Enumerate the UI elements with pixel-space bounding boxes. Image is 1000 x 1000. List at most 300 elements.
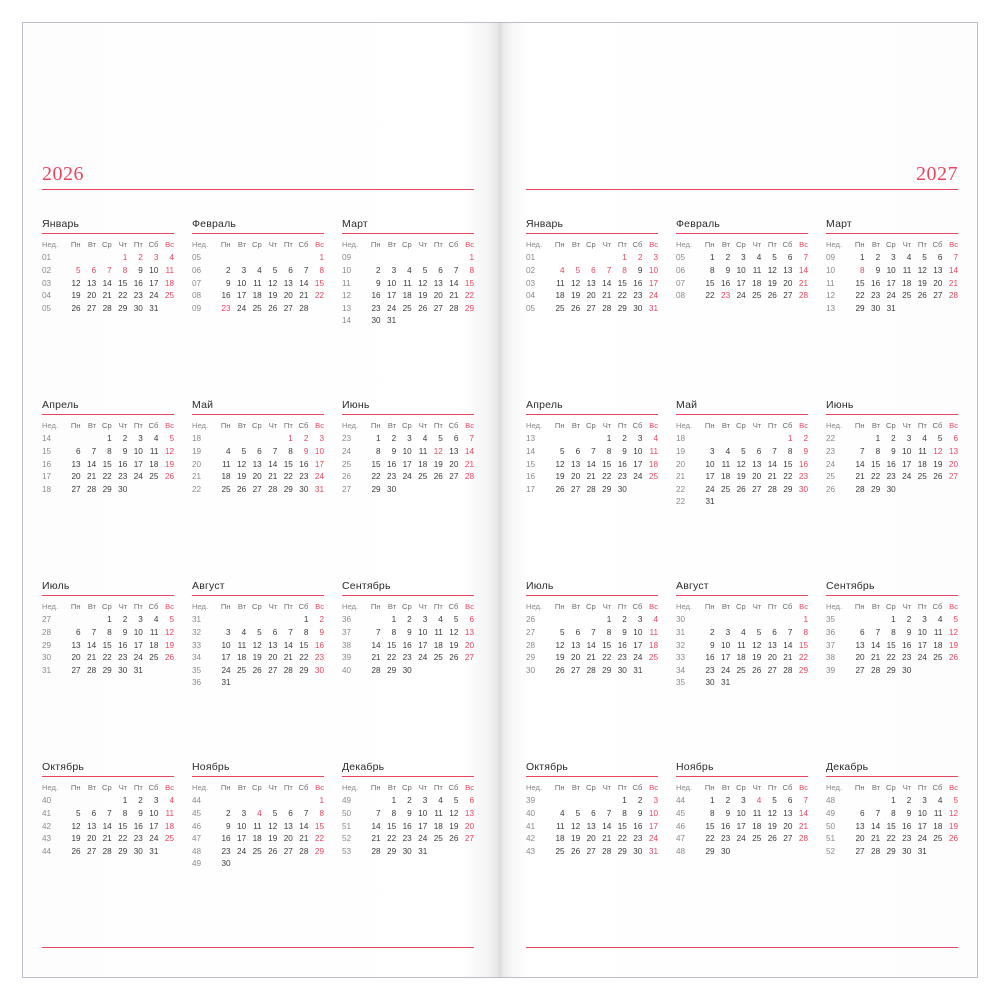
day-cell[interactable]: 19 <box>268 291 278 301</box>
day-cell[interactable]: 23 <box>902 834 912 844</box>
day-cell[interactable]: 19 <box>555 653 565 663</box>
day-cell[interactable]: 11 <box>253 278 262 288</box>
day-cell[interactable]: 12 <box>555 459 565 469</box>
day-cell[interactable]: 11 <box>556 821 565 831</box>
day-cell[interactable]: 16 <box>118 640 128 650</box>
day-cell[interactable]: 4 <box>937 615 943 625</box>
day-cell[interactable]: 6 <box>272 627 278 637</box>
day-cell[interactable]: 30 <box>133 303 143 313</box>
day-cell[interactable]: 8 <box>891 808 896 818</box>
day-cell[interactable]: 22 <box>118 834 128 844</box>
day-cell[interactable]: 27 <box>571 484 581 494</box>
day-cell[interactable]: 19 <box>164 640 174 650</box>
day-cell[interactable]: 9 <box>122 627 128 637</box>
day-cell[interactable]: 4 <box>241 627 247 637</box>
day-cell[interactable]: 8 <box>107 627 112 637</box>
day-cell[interactable]: 29 <box>886 665 896 675</box>
day-cell[interactable]: 21 <box>102 291 112 301</box>
day-cell[interactable]: 8 <box>622 808 627 818</box>
day-cell[interactable]: 31 <box>221 678 231 688</box>
day-cell[interactable]: 7 <box>606 808 612 818</box>
day-cell[interactable]: 26 <box>71 846 81 856</box>
day-cell[interactable]: 12 <box>449 627 459 637</box>
day-cell[interactable]: 10 <box>133 446 143 456</box>
day-cell[interactable]: 15 <box>371 459 381 469</box>
day-cell[interactable]: 30 <box>633 846 643 856</box>
day-cell[interactable]: 12 <box>71 821 81 831</box>
day-cell[interactable]: 21 <box>948 278 958 288</box>
day-cell[interactable]: 24 <box>721 665 731 675</box>
day-cell[interactable]: 3 <box>138 615 143 625</box>
day-cell[interactable]: 9 <box>906 627 912 637</box>
day-cell[interactable]: 28 <box>283 665 293 675</box>
day-cell[interactable]: 8 <box>319 265 324 275</box>
day-cell[interactable]: 10 <box>648 265 658 275</box>
day-cell[interactable]: 14 <box>855 459 865 469</box>
day-cell[interactable]: 31 <box>133 665 143 675</box>
day-cell[interactable]: 13 <box>855 640 865 650</box>
day-cell[interactable]: 25 <box>933 834 943 844</box>
day-cell[interactable]: 13 <box>948 446 958 456</box>
day-cell[interactable]: 1 <box>122 796 128 806</box>
day-cell[interactable]: 17 <box>314 459 324 469</box>
day-cell[interactable]: 25 <box>736 665 746 675</box>
day-cell[interactable]: 25 <box>149 472 159 482</box>
day-cell[interactable]: 24 <box>221 665 231 675</box>
day-cell[interactable]: 12 <box>933 446 943 456</box>
day-cell[interactable]: 12 <box>418 278 428 288</box>
day-cell[interactable]: 9 <box>407 808 412 818</box>
day-cell[interactable]: 5 <box>272 808 278 818</box>
day-cell[interactable]: 21 <box>871 653 881 663</box>
day-cell[interactable]: 5 <box>272 265 278 275</box>
day-cell[interactable]: 12 <box>268 821 278 831</box>
day-cell[interactable]: 9 <box>637 808 643 818</box>
day-cell[interactable]: 30 <box>371 316 381 326</box>
day-cell[interactable]: 6 <box>575 627 581 637</box>
day-cell[interactable]: 6 <box>453 434 459 444</box>
day-cell[interactable]: 1 <box>622 796 627 806</box>
day-cell[interactable]: 28 <box>586 665 596 675</box>
day-cell[interactable]: 21 <box>371 653 381 663</box>
day-cell[interactable]: 3 <box>422 796 428 806</box>
day-cell[interactable]: 20 <box>283 834 293 844</box>
day-cell[interactable]: 20 <box>783 278 793 288</box>
day-cell[interactable]: 10 <box>133 627 143 637</box>
day-cell[interactable]: 23 <box>221 846 231 856</box>
day-cell[interactable]: 29 <box>387 665 397 675</box>
day-cell[interactable]: 14 <box>871 821 881 831</box>
day-cell[interactable]: 1 <box>891 796 896 806</box>
day-cell[interactable]: 16 <box>133 821 143 831</box>
day-cell[interactable]: 15 <box>783 459 793 469</box>
day-cell[interactable]: 1 <box>622 253 627 263</box>
day-cell[interactable]: 19 <box>767 278 777 288</box>
day-cell[interactable]: 31 <box>721 678 731 688</box>
day-cell[interactable]: 8 <box>391 808 397 818</box>
day-cell[interactable]: 5 <box>453 615 459 625</box>
day-cell[interactable]: 15 <box>387 821 397 831</box>
day-cell[interactable]: 29 <box>371 484 381 494</box>
day-cell[interactable]: 18 <box>149 459 159 469</box>
day-cell[interactable]: 6 <box>575 446 581 456</box>
day-cell[interactable]: 13 <box>933 265 943 275</box>
day-cell[interactable]: 7 <box>591 446 596 456</box>
day-cell[interactable]: 29 <box>464 303 474 313</box>
day-cell[interactable]: 15 <box>387 640 397 650</box>
day-cell[interactable]: 21 <box>871 834 881 844</box>
day-cell[interactable]: 27 <box>464 653 474 663</box>
day-cell[interactable]: 13 <box>586 821 596 831</box>
day-cell[interactable]: 18 <box>648 640 658 650</box>
day-cell[interactable]: 3 <box>319 434 324 444</box>
day-cell[interactable]: 24 <box>387 303 397 313</box>
day-cell[interactable]: 16 <box>721 278 731 288</box>
day-cell[interactable]: 11 <box>165 265 174 275</box>
day-cell[interactable]: 20 <box>283 291 293 301</box>
day-cell[interactable]: 28 <box>871 846 881 856</box>
day-cell[interactable]: 12 <box>752 640 762 650</box>
day-cell[interactable]: 9 <box>122 446 128 456</box>
day-cell[interactable]: 11 <box>434 627 443 637</box>
day-cell[interactable]: 20 <box>767 653 777 663</box>
day-cell[interactable]: 14 <box>798 808 808 818</box>
day-cell[interactable]: 28 <box>798 291 808 301</box>
day-cell[interactable]: 16 <box>886 459 896 469</box>
day-cell[interactable]: 15 <box>118 821 128 831</box>
day-cell[interactable]: 22 <box>283 472 293 482</box>
day-cell[interactable]: 15 <box>871 459 881 469</box>
day-cell[interactable]: 11 <box>752 808 762 818</box>
day-cell[interactable]: 5 <box>741 446 746 456</box>
day-cell[interactable]: 12 <box>164 446 174 456</box>
day-cell[interactable]: 22 <box>387 653 397 663</box>
day-cell[interactable]: 23 <box>387 472 397 482</box>
day-cell[interactable]: 3 <box>138 434 143 444</box>
day-cell[interactable]: 29 <box>798 665 808 675</box>
day-cell[interactable]: 30 <box>871 303 881 313</box>
day-cell[interactable]: 19 <box>752 653 762 663</box>
day-cell[interactable]: 23 <box>886 472 896 482</box>
day-cell[interactable]: 31 <box>633 665 643 675</box>
day-cell[interactable]: 7 <box>860 446 865 456</box>
day-cell[interactable]: 28 <box>299 303 309 313</box>
day-cell[interactable]: 18 <box>149 640 159 650</box>
day-cell[interactable]: 12 <box>449 808 459 818</box>
day-cell[interactable]: 16 <box>387 459 397 469</box>
day-cell[interactable]: 28 <box>948 291 958 301</box>
day-cell[interactable]: 27 <box>283 846 293 856</box>
day-cell[interactable]: 8 <box>787 446 793 456</box>
day-cell[interactable]: 26 <box>555 484 565 494</box>
day-cell[interactable]: 24 <box>917 653 927 663</box>
day-cell[interactable]: 26 <box>736 484 746 494</box>
day-cell[interactable]: 29 <box>886 846 896 856</box>
day-cell[interactable]: 25 <box>555 846 565 856</box>
day-cell[interactable]: 14 <box>102 821 112 831</box>
day-cell[interactable]: 11 <box>149 627 159 637</box>
day-cell[interactable]: 29 <box>314 846 324 856</box>
day-cell[interactable]: 11 <box>902 265 912 275</box>
day-cell[interactable]: 19 <box>252 653 262 663</box>
day-cell[interactable]: 4 <box>756 253 762 263</box>
day-cell[interactable]: 23 <box>617 653 627 663</box>
day-cell[interactable]: 1 <box>319 253 324 263</box>
day-cell[interactable]: 20 <box>752 472 762 482</box>
day-cell[interactable]: 30 <box>402 846 412 856</box>
day-cell[interactable]: 22 <box>387 834 397 844</box>
day-cell[interactable]: 19 <box>917 278 927 288</box>
day-cell[interactable]: 10 <box>221 640 231 650</box>
day-cell[interactable]: 12 <box>767 265 777 275</box>
day-cell[interactable]: 7 <box>91 627 97 637</box>
day-cell[interactable]: 23 <box>221 303 231 313</box>
day-cell[interactable]: 13 <box>71 640 81 650</box>
day-cell[interactable]: 12 <box>948 627 958 637</box>
day-cell[interactable]: 25 <box>433 834 443 844</box>
day-cell[interactable]: 15 <box>314 821 324 831</box>
day-cell[interactable]: 17 <box>133 459 143 469</box>
day-cell[interactable]: 19 <box>433 459 443 469</box>
day-cell[interactable]: 29 <box>387 846 397 856</box>
day-cell[interactable]: 7 <box>875 627 881 637</box>
day-cell[interactable]: 9 <box>725 265 731 275</box>
day-cell[interactable]: 8 <box>710 265 715 275</box>
day-cell[interactable]: 7 <box>772 446 777 456</box>
day-cell[interactable]: 1 <box>875 434 881 444</box>
day-cell[interactable]: 26 <box>555 665 565 675</box>
day-cell[interactable]: 17 <box>418 821 428 831</box>
day-cell[interactable]: 15 <box>314 278 324 288</box>
day-cell[interactable]: 9 <box>710 640 715 650</box>
day-cell[interactable]: 20 <box>855 653 865 663</box>
day-cell[interactable]: 21 <box>783 653 793 663</box>
day-cell[interactable]: 18 <box>752 278 762 288</box>
day-cell[interactable]: 1 <box>606 434 612 444</box>
day-cell[interactable]: 24 <box>133 472 143 482</box>
day-cell[interactable]: 8 <box>288 446 293 456</box>
day-cell[interactable]: 3 <box>153 796 159 806</box>
day-cell[interactable]: 17 <box>221 653 231 663</box>
day-cell[interactable]: 21 <box>586 472 596 482</box>
day-cell[interactable]: 25 <box>164 291 174 301</box>
day-cell[interactable]: 19 <box>164 459 174 469</box>
day-cell[interactable]: 12 <box>164 627 174 637</box>
day-cell[interactable]: 6 <box>288 808 293 818</box>
day-cell[interactable]: 4 <box>226 446 231 456</box>
day-cell[interactable]: 7 <box>453 265 459 275</box>
day-cell[interactable]: 2 <box>906 796 912 806</box>
day-cell[interactable]: 26 <box>252 665 262 675</box>
day-cell[interactable]: 5 <box>575 265 581 275</box>
day-cell[interactable]: 26 <box>917 291 927 301</box>
day-cell[interactable]: 24 <box>633 653 643 663</box>
day-cell[interactable]: 21 <box>767 472 777 482</box>
day-cell[interactable]: 27 <box>87 846 97 856</box>
day-cell[interactable]: 29 <box>783 484 793 494</box>
day-cell[interactable]: 30 <box>133 846 143 856</box>
day-cell[interactable]: 25 <box>648 653 658 663</box>
day-cell[interactable]: 7 <box>91 446 97 456</box>
day-cell[interactable]: 7 <box>606 265 612 275</box>
day-cell[interactable]: 23 <box>314 653 324 663</box>
day-cell[interactable]: 29 <box>855 303 865 313</box>
day-cell[interactable]: 18 <box>902 278 912 288</box>
day-cell[interactable]: 4 <box>422 434 428 444</box>
day-cell[interactable]: 8 <box>319 808 324 818</box>
day-cell[interactable]: 28 <box>371 846 381 856</box>
day-cell[interactable]: 27 <box>252 484 262 494</box>
day-cell[interactable]: 21 <box>586 653 596 663</box>
day-cell[interactable]: 14 <box>602 278 612 288</box>
day-cell[interactable]: 24 <box>237 303 247 313</box>
day-cell[interactable]: 25 <box>221 484 231 494</box>
day-cell[interactable]: 21 <box>283 653 293 663</box>
day-cell[interactable]: 19 <box>948 821 958 831</box>
day-cell[interactable]: 23 <box>133 291 143 301</box>
day-cell[interactable]: 20 <box>268 653 278 663</box>
day-cell[interactable]: 10 <box>736 808 746 818</box>
day-cell[interactable]: 30 <box>617 484 627 494</box>
day-cell[interactable]: 8 <box>606 627 612 637</box>
day-cell[interactable]: 31 <box>648 846 658 856</box>
day-cell[interactable]: 25 <box>164 834 174 844</box>
day-cell[interactable]: 11 <box>253 821 262 831</box>
day-cell[interactable]: 13 <box>464 627 474 637</box>
day-cell[interactable]: 16 <box>705 653 715 663</box>
day-cell[interactable]: 30 <box>705 678 715 688</box>
day-cell[interactable]: 26 <box>767 291 777 301</box>
day-cell[interactable]: 26 <box>752 665 762 675</box>
day-cell[interactable]: 11 <box>434 808 443 818</box>
day-cell[interactable]: 31 <box>418 846 428 856</box>
day-cell[interactable]: 20 <box>87 834 97 844</box>
day-cell[interactable]: 26 <box>767 834 777 844</box>
day-cell[interactable]: 28 <box>855 484 865 494</box>
day-cell[interactable]: 10 <box>387 278 397 288</box>
day-cell[interactable]: 15 <box>705 278 715 288</box>
day-cell[interactable]: 31 <box>917 846 927 856</box>
day-cell[interactable]: 20 <box>586 291 596 301</box>
day-cell[interactable]: 16 <box>633 821 643 831</box>
day-cell[interactable]: 23 <box>871 291 881 301</box>
day-cell[interactable]: 24 <box>648 834 658 844</box>
day-cell[interactable]: 16 <box>798 459 808 469</box>
day-cell[interactable]: 24 <box>633 472 643 482</box>
day-cell[interactable]: 12 <box>252 640 262 650</box>
day-cell[interactable]: 18 <box>164 821 174 831</box>
day-cell[interactable]: 2 <box>725 796 731 806</box>
day-cell[interactable]: 9 <box>622 627 627 637</box>
day-cell[interactable]: 17 <box>237 834 247 844</box>
day-cell[interactable]: 17 <box>736 821 746 831</box>
day-cell[interactable]: 11 <box>149 446 159 456</box>
day-cell[interactable]: 30 <box>299 484 309 494</box>
day-cell[interactable]: 8 <box>469 265 474 275</box>
day-cell[interactable]: 13 <box>71 459 81 469</box>
day-cell[interactable]: 23 <box>133 834 143 844</box>
day-cell[interactable]: 2 <box>622 615 627 625</box>
day-cell[interactable]: 28 <box>102 303 112 313</box>
day-cell[interactable]: 9 <box>637 265 643 275</box>
day-cell[interactable]: 1 <box>803 615 808 625</box>
day-cell[interactable]: 9 <box>725 808 731 818</box>
day-cell[interactable]: 2 <box>622 434 627 444</box>
day-cell[interactable]: 1 <box>606 615 612 625</box>
day-cell[interactable]: 27 <box>71 665 81 675</box>
day-cell[interactable]: 26 <box>449 834 459 844</box>
day-cell[interactable]: 24 <box>149 834 159 844</box>
day-cell[interactable]: 1 <box>710 796 715 806</box>
day-cell[interactable]: 25 <box>252 846 262 856</box>
day-cell[interactable]: 2 <box>803 434 808 444</box>
day-cell[interactable]: 6 <box>288 265 293 275</box>
day-cell[interactable]: 17 <box>133 640 143 650</box>
day-cell[interactable]: 11 <box>418 446 428 456</box>
day-cell[interactable]: 6 <box>469 615 474 625</box>
day-cell[interactable]: 13 <box>571 640 581 650</box>
day-cell[interactable]: 25 <box>237 665 247 675</box>
day-cell[interactable]: 10 <box>418 808 428 818</box>
day-cell[interactable]: 7 <box>875 808 881 818</box>
day-cell[interactable]: 10 <box>902 446 912 456</box>
day-cell[interactable]: 1 <box>891 615 896 625</box>
day-cell[interactable]: 10 <box>917 808 927 818</box>
day-cell[interactable]: 24 <box>149 291 159 301</box>
day-cell[interactable]: 30 <box>633 303 643 313</box>
day-cell[interactable]: 9 <box>226 821 231 831</box>
day-cell[interactable]: 28 <box>268 484 278 494</box>
day-cell[interactable]: 12 <box>948 808 958 818</box>
day-cell[interactable]: 16 <box>118 459 128 469</box>
day-cell[interactable]: 23 <box>633 834 643 844</box>
day-cell[interactable]: 10 <box>633 446 643 456</box>
day-cell[interactable]: 14 <box>268 459 278 469</box>
day-cell[interactable]: 13 <box>783 265 793 275</box>
day-cell[interactable]: 19 <box>71 291 81 301</box>
day-cell[interactable]: 11 <box>165 808 174 818</box>
day-cell[interactable]: 27 <box>586 846 596 856</box>
day-cell[interactable]: 9 <box>891 446 896 456</box>
day-cell[interactable]: 16 <box>902 640 912 650</box>
day-cell[interactable]: 6 <box>257 446 262 456</box>
day-cell[interactable]: 11 <box>918 446 927 456</box>
day-cell[interactable]: 22 <box>602 472 612 482</box>
day-cell[interactable]: 12 <box>571 821 581 831</box>
day-cell[interactable]: 12 <box>268 278 278 288</box>
day-cell[interactable]: 6 <box>76 446 81 456</box>
day-cell[interactable]: 10 <box>633 627 643 637</box>
day-cell[interactable]: 24 <box>705 484 715 494</box>
day-cell[interactable]: 15 <box>705 821 715 831</box>
day-cell[interactable]: 26 <box>237 484 247 494</box>
day-cell[interactable]: 14 <box>299 278 309 288</box>
day-cell[interactable]: 5 <box>953 796 958 806</box>
day-cell[interactable]: 1 <box>860 253 865 263</box>
day-cell[interactable]: 2 <box>138 796 143 806</box>
day-cell[interactable]: 9 <box>138 808 143 818</box>
day-cell[interactable]: 1 <box>107 434 112 444</box>
day-cell[interactable]: 14 <box>464 446 474 456</box>
day-cell[interactable]: 30 <box>118 665 128 675</box>
day-cell[interactable]: 26 <box>268 846 278 856</box>
day-cell[interactable]: 27 <box>855 846 865 856</box>
day-cell[interactable]: 3 <box>653 796 658 806</box>
day-cell[interactable]: 19 <box>571 291 581 301</box>
day-cell[interactable]: 5 <box>76 808 81 818</box>
day-cell[interactable]: 18 <box>402 291 412 301</box>
day-cell[interactable]: 13 <box>571 459 581 469</box>
